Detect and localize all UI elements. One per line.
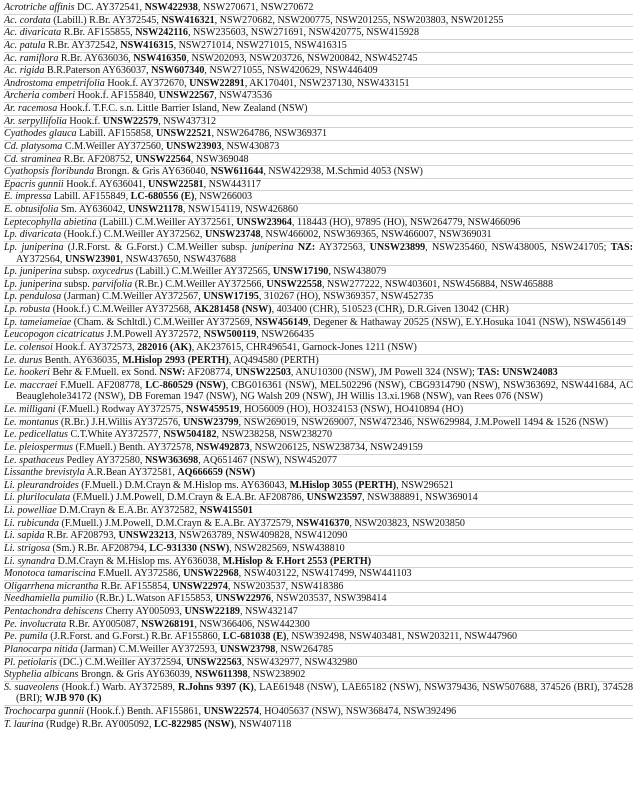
- text-run: C.T.White AY372577,: [67, 429, 164, 441]
- text-run: R.Br. AF155854,: [98, 580, 173, 592]
- table-row-planocarpa-nitida: [4, 644, 633, 657]
- text-run: (F.Muell.) Rodway AY372575,: [55, 404, 186, 415]
- table-row-ac-ramiflora: [4, 53, 633, 66]
- text-run: (F.Muell.) D.M.Crayn & M.Hislop ms. AY636043,: [78, 479, 290, 491]
- taxon-name: Planocarpa nitida: [4, 643, 78, 655]
- voucher-id: UNSW23899: [369, 241, 426, 253]
- text-run: , NSW271014, NSW271015, NSW416315: [173, 39, 347, 51]
- taxon-name: Lp. juniperina: [4, 266, 62, 278]
- text-run: (Hook.f.) C.M.Weiller AY372562,: [61, 229, 205, 241]
- text-run: AY372564,: [16, 253, 65, 265]
- text-run: , AQ651467 (NSW), NSW452077: [198, 454, 338, 466]
- table-row-ar-racemosa: [4, 103, 633, 116]
- taxon-name: Le. hookeri: [4, 367, 50, 379]
- table-row-acrotriche-affinis: [4, 2, 633, 15]
- text-run: C.M.Weiller AY372560,: [62, 140, 167, 152]
- table-row-cyathodes-glauca: [4, 128, 633, 141]
- text-run: Hook.f. AY372670,: [104, 77, 190, 89]
- voucher-id: UNSW23798: [219, 643, 276, 655]
- text-run: , NSW437650, NSW437688: [120, 253, 237, 265]
- taxon-name: Ac. rigida: [4, 65, 45, 77]
- text-run: D.M.Crayn & E.A.Br. AY372582,: [56, 505, 200, 516]
- taxon-name: Le. durus: [4, 354, 43, 366]
- voucher-id: TAS:: [610, 241, 633, 253]
- voucher-id: WJB 970 (K): [44, 693, 102, 705]
- taxon-name: juniperina: [251, 241, 294, 253]
- text-run: R.Br. AF208752,: [61, 153, 136, 165]
- voucher-id: UNSW22574: [203, 706, 260, 717]
- taxon-name: Li. pluriloculata: [4, 492, 71, 504]
- text-run: , NSW296521: [396, 479, 454, 491]
- voucher-id: NSW456149: [254, 316, 309, 328]
- table-row-lp-robusta: [4, 304, 633, 317]
- voucher-id: UNSW22564: [135, 153, 191, 165]
- voucher-id: NSW422938: [144, 2, 198, 13]
- text-run: Hook.f.: [66, 115, 103, 127]
- taxon-name: Ac. divaricata: [4, 27, 62, 39]
- text-run: AF208774,: [185, 367, 236, 379]
- table-row-li-sapida: [4, 530, 633, 543]
- table-row-cd-platysoma: [4, 141, 633, 154]
- text-run: (J.R.Forst. & G.Forst.) C.M.Weiller subsp.: [63, 241, 252, 253]
- taxon-name: Li. sapida: [4, 530, 45, 542]
- taxon-name: Androstoma empetrifolia: [4, 77, 105, 89]
- taxon-name: Monotoca tamariscina: [4, 568, 96, 580]
- taxon-name: E. obtusifolia: [4, 204, 59, 215]
- text-run: , ANU10300 (NSW), JM Powell 324 (NSW);: [290, 367, 478, 379]
- text-run: , NSW154119, NSW426860: [182, 204, 298, 215]
- voucher-id: NSW504182: [163, 429, 217, 441]
- voucher-id: NZ:: [297, 241, 316, 253]
- table-row-le-colensoi: [4, 342, 633, 355]
- taxon-name: Styphelia albicans: [4, 669, 79, 681]
- table-row-lp-pendulosa: [4, 291, 633, 304]
- table-row-le-pleiospermus: [4, 442, 633, 455]
- text-run: , NSW366406, NSW442300: [194, 618, 310, 630]
- voucher-id: NSW416370: [296, 517, 350, 529]
- text-run: , NSW282569, NSW438810: [229, 542, 345, 554]
- table-row-pe-pumila: [4, 631, 633, 644]
- voucher-id: AQ666659 (NSW): [177, 467, 256, 479]
- table-row-le-milligani: [4, 404, 633, 417]
- table-row-le-montanus: [4, 417, 633, 430]
- voucher-id: NSW459519: [185, 404, 240, 415]
- taxon-name: Lp. tameiameiae: [4, 316, 72, 328]
- text-run: , NSW466002, NSW369365, NSW466007, NSW369031: [260, 229, 492, 241]
- taxon-name: Li. synandra: [4, 555, 56, 567]
- taxon-name: Pl. petiolaris: [4, 656, 57, 668]
- text-run: , NSW438079: [328, 266, 387, 278]
- voucher-id: NSW492873: [196, 441, 250, 453]
- text-run: Hook.f. AF155840,: [75, 90, 159, 102]
- voucher-id: NSW500119: [203, 329, 257, 341]
- taxon-name: oxycedrus: [92, 266, 134, 278]
- text-run: Behr & F.Muell. ex Sond.: [49, 367, 160, 379]
- table-row-pl-petiolaris: [4, 657, 633, 670]
- voucher-id: UNSW22974: [172, 580, 228, 592]
- taxon-name: Ac. ramiflora: [4, 52, 59, 64]
- table-row-lp-juniperina-parvifolia: [4, 279, 633, 292]
- voucher-id: UNSW23213: [118, 530, 174, 542]
- table-row-leptecophylla-abietina: [4, 217, 633, 230]
- table-row-trochocarpa-gunnii: [4, 706, 633, 719]
- voucher-id: UNSW23799: [182, 416, 239, 428]
- voucher-id: NSW416350: [133, 52, 187, 64]
- table-row-cyathopsis-floribunda: [4, 166, 633, 179]
- text-run: , NSW432977, NSW432980: [241, 656, 358, 668]
- taxon-name: Ac. cordata: [4, 14, 51, 26]
- voucher-id: NSW416321: [161, 14, 215, 26]
- voucher-id: UNSW22968: [183, 568, 239, 580]
- table-row-styphelia-albicans: [4, 669, 633, 682]
- table-row-needhamiella-pumilio: [4, 593, 633, 606]
- voucher-id: M.Hislop & F.Hort 2553 (PERTH): [222, 555, 372, 567]
- text-run: , NSW388891, NSW369014: [362, 492, 478, 504]
- text-run: Cherry AY005093,: [102, 606, 185, 617]
- text-run: , NSW203537, NSW398414: [270, 593, 387, 605]
- text-run: , NSW202093, NSW203726, NSW200842, NSW452745: [186, 52, 418, 64]
- text-run: (Rudge) R.Br. AY005092,: [43, 718, 155, 730]
- voucher-id: UNSW22189: [184, 606, 240, 617]
- text-run: , NSW266435: [256, 329, 315, 341]
- taxon-name: Le. maccraei: [4, 379, 58, 391]
- taxon-name: Needhamiella pumilio: [4, 593, 94, 605]
- voucher-id: UNSW21178: [127, 204, 183, 215]
- text-run: , AQ494580 (PERTH): [228, 354, 319, 366]
- text-run: (F.Muell.) J.M.Powell, D.M.Crayn & E.A.Br. AF208786,: [70, 492, 307, 504]
- text-run: B.R.Paterson AY636037,: [44, 65, 152, 77]
- taxon-name: Li. powelliae: [4, 505, 57, 516]
- text-run: , NSW264786, NSW369371: [211, 128, 328, 140]
- voucher-id: UNSW22521: [155, 128, 212, 140]
- table-row-ac-cordata: [4, 15, 633, 28]
- text-run: , NSW270671, NSW270672: [197, 2, 314, 13]
- text-run: , NSW206125, NSW238734, NSW249159: [249, 441, 423, 453]
- table-row-e-impressa: [4, 191, 633, 204]
- table-row-ac-divaricata: [4, 27, 633, 40]
- text-run: , HO405637 (NSW), NSW368474, NSW392496: [259, 706, 457, 717]
- table-row-li-rubicunda: [4, 518, 633, 531]
- voucher-id: LC-822985 (NSW): [154, 718, 234, 730]
- taxon-name: Le. spathaceus: [4, 454, 64, 466]
- taxon-name: Epacris gunnii: [4, 178, 64, 190]
- voucher-id: R.Johns 9397 (K): [178, 681, 254, 693]
- text-run: (Labill.) R.Br. AY372545,: [50, 14, 162, 26]
- text-run: , AK170401, NSW237130, NSW433151: [244, 77, 410, 89]
- voucher-id: LC-931330 (NSW): [149, 542, 230, 554]
- voucher-id: NSW242116: [135, 27, 188, 39]
- voucher-id: UNSW23903: [166, 140, 222, 152]
- text-run: Benth. AY636035,: [42, 354, 123, 366]
- taxon-name: Li. rubicunda: [4, 517, 59, 529]
- voucher-id: NSW611644: [210, 166, 264, 178]
- taxon-name: Archeria comberi: [4, 90, 76, 102]
- text-run: F.Muell. AY372586,: [95, 568, 184, 580]
- text-run: Sm. AY636042,: [58, 204, 128, 215]
- table-row-epacris-gunnii: [4, 179, 633, 192]
- text-run: , 310267 (HO), NSW369357, NSW452735: [258, 291, 434, 303]
- voucher-id: NSW415501: [199, 505, 253, 516]
- table-row-androstoma-empetrifolia: [4, 78, 633, 91]
- table-row-cd-straminea: [4, 154, 633, 167]
- table-row-archeria-comberi: [4, 90, 633, 103]
- text-run: (F.Muell.) J.M.Powell, D.M.Crayn & E.A.Br. AY372579,: [58, 517, 297, 529]
- taxon-name: Le. colensoi: [4, 341, 53, 353]
- text-run: (Cham. & Schltdl.) C.M.Weiller AY372569,: [71, 316, 255, 328]
- voucher-id: UNSW23901: [64, 253, 121, 265]
- text-run: Hook.f. AY636041,: [63, 178, 149, 190]
- voucher-id: M.Hislop 2993 (PERTH): [122, 354, 229, 366]
- text-run: (Hook.f.) C.M.Weiller AY372568,: [50, 304, 194, 315]
- text-run: , NSW263789, NSW409828, NSW412090: [173, 530, 348, 542]
- taxon-name: Le. pedicellatus: [4, 429, 68, 441]
- voucher-id: UNSW22579: [102, 115, 159, 127]
- text-run: (Hook.f.) Warb. AY372589,: [58, 681, 179, 693]
- taxon-name: S. suaveolens: [4, 681, 59, 693]
- text-run: Labill. AF155858,: [76, 128, 156, 140]
- text-run: R.Br. AY005087,: [66, 618, 142, 630]
- taxon-name: Oligarrhena micrantha: [4, 580, 99, 592]
- text-run: , AK237615, CHR496541, Garnock-Jones 1211 (NSW): [191, 341, 417, 353]
- voucher-id: UNSW22563: [186, 656, 242, 668]
- taxon-name: Pe. involucrata: [4, 618, 67, 630]
- table-row-e-obtusifolia: [4, 204, 633, 217]
- voucher-id: UNSW17190: [272, 266, 329, 278]
- text-run: DC. AY372541,: [74, 2, 145, 13]
- taxon-name: parvifolia: [92, 278, 133, 290]
- text-run: , NSW238902: [247, 669, 306, 681]
- table-row-li-strigosa: [4, 543, 633, 556]
- taxon-name: Cd. straminea: [4, 153, 62, 165]
- voucher-id: UNSW22581: [148, 178, 204, 190]
- voucher-id: NSW363698: [144, 454, 199, 466]
- voucher-id: NSW416315: [120, 39, 174, 51]
- voucher-id: NSW611398: [194, 669, 248, 681]
- taxon-name: E. impressa: [4, 191, 52, 203]
- taxon-name: Cyathopsis floribunda: [4, 166, 95, 178]
- taxon-name: T. laurina: [4, 718, 44, 730]
- voucher-id: UNSW17195: [203, 291, 259, 303]
- text-run: Hook.f. AY372573,: [52, 341, 138, 353]
- taxon-name: Lp. divaricata: [4, 229, 62, 241]
- text-run: , CBG016361 (NSW), MEL502296 (NSW), CBG9314790 (NSW), NSW363692, NSW441684, AC Beauglehole34172 (NSW), DB Foreman 1947 (NSW), NG Walsh 209 (NSW), JH Willis 13.xi.1968 (NSW), van Rees 076 (NSW): [16, 379, 633, 403]
- table-row-lissanthe-brevistyla: [4, 467, 633, 480]
- text-run: , NSW271055, NSW420629, NSW446409: [204, 65, 378, 77]
- text-run: (R.Br.) C.M.Weiller AY372566,: [132, 278, 267, 290]
- taxon-name: Leptecophylla abietina: [4, 216, 97, 228]
- text-run: (R.Br.) L.Watson AF155853,: [93, 593, 216, 605]
- voucher-id: LC-860529 (NSW): [145, 379, 226, 391]
- text-run: , NSW235460, NSW438005, NSW241705;: [425, 241, 611, 253]
- text-run: (Labill.) C.M.Weiller AY372561,: [96, 216, 237, 228]
- text-run: , NSW369048: [190, 153, 249, 165]
- taxon-name: Le. montanus: [4, 416, 59, 428]
- taxon-name: Le. milligani: [4, 404, 56, 415]
- text-run: Brongn. & Gris AY636040,: [94, 166, 211, 178]
- text-run: , NSW403122, NSW417499, NSW441103: [238, 568, 412, 580]
- text-run: , Degener & Hathaway 20525 (NSW), E.Y.Hosuka 1041 (NSW), NSW456149: [308, 316, 626, 328]
- text-run: , NSW270682, NSW200775, NSW201255, NSW203803, NSW201255: [214, 14, 504, 26]
- text-run: , NSW432147: [239, 606, 298, 617]
- table-row-le-hookeri: [4, 367, 633, 380]
- taxon-name: Trochocarpa gunnii: [4, 706, 85, 717]
- taxon-name: Lp. juniperina: [4, 241, 64, 253]
- text-run: subsp.: [61, 278, 93, 290]
- table-row-le-maccraei: [4, 380, 633, 404]
- taxon-name: Lp. robusta: [4, 304, 51, 315]
- voucher-id: UNSW22503: [235, 367, 291, 379]
- table-row-lp-tameiameiae: [4, 317, 633, 330]
- voucher-id: TAS: UNSW24083: [477, 367, 558, 379]
- text-run: (Sm.) R.Br. AF208794,: [50, 542, 150, 554]
- text-run: Pedley AY372580,: [64, 454, 145, 466]
- taxon-name: Li. pleurandroides: [4, 479, 79, 491]
- text-run: A.R.Bean AY372581,: [84, 467, 178, 479]
- text-run: D.M.Crayn & M.Hislop ms. AY636038,: [55, 555, 223, 567]
- text-run: , 403400 (CHR), 510523 (CHR), D.R.Given 13042 (CHR): [271, 304, 509, 315]
- text-run: subsp.: [61, 266, 93, 278]
- voucher-id: UNSW23597: [306, 492, 363, 504]
- text-run: , NSW269019, NSW269007, NSW472346, NSW629984, J.M.Powell 1494 & 1526 (NSW): [238, 416, 609, 428]
- taxon-name: Lp. pendulosa: [4, 291, 62, 303]
- table-row-li-pluriloculata: [4, 492, 633, 505]
- voucher-id: NSW:: [159, 367, 186, 379]
- text-run: , NSW266003: [194, 191, 253, 203]
- table-row-leucopogon-cicatricatus: [4, 329, 633, 342]
- table-row-li-powelliae: [4, 505, 633, 518]
- text-run: Hook.f. T.F.C. s.n. Little Barrier Island, New Zealand (NSW): [57, 103, 308, 114]
- text-run: (DC.) C.M.Weiller AY372594,: [56, 656, 187, 668]
- voucher-id: NSW268191: [141, 618, 195, 630]
- text-run: , NSW203537, NSW418386: [227, 580, 344, 592]
- text-run: , NSW392498, NSW403481, NSW203211, NSW447960: [286, 631, 518, 643]
- table-row-pe-involucrata: [4, 619, 633, 632]
- taxon-name: Cyathodes glauca: [4, 128, 77, 140]
- text-run: J.M.Powell AY372572,: [104, 329, 204, 341]
- table-row-le-pedicellatus: [4, 429, 633, 442]
- taxon-name: Acrotriche affinis: [4, 2, 75, 13]
- voucher-id: LC-681038 (E): [222, 631, 287, 643]
- taxon-name: Li. strigosa: [4, 542, 50, 554]
- voucher-id: UNSW22558: [266, 278, 322, 290]
- text-run: , HO56009 (HO), HO324153 (NSW), HO410894 (HO): [239, 404, 464, 415]
- voucher-id: NSW607340: [151, 65, 205, 77]
- voucher-id: UNSW22891: [189, 77, 245, 89]
- table-row-ac-rigida: [4, 65, 633, 78]
- text-run: R.Br. AY372542,: [45, 39, 121, 51]
- taxon-name: Ar. serpyllifolia: [4, 115, 67, 127]
- table-row-li-synandra: [4, 556, 633, 569]
- voucher-id: M.Hislop 3055 (PERTH): [289, 479, 397, 491]
- text-run: AY372563,: [315, 241, 370, 253]
- table-row-lp-juniperina-oxycedrus: [4, 266, 633, 279]
- text-run: (Labill.) C.M.Weiller AY372565,: [133, 266, 273, 278]
- voucher-id: AK281458 (NSW): [193, 304, 272, 315]
- table-row-ac-patula: [4, 40, 633, 53]
- taxon-name: Le. pleiospermus: [4, 441, 73, 453]
- text-run: (J.R.Forst. and G.Forst.) R.Br. AF155860,: [47, 631, 223, 643]
- taxon-name: Leucopogon cicatricatus: [4, 329, 105, 341]
- taxon-name: Ac. patula: [4, 39, 46, 51]
- text-run: , NSW235603, NSW271691, NSW420775, NSW415928: [187, 27, 420, 39]
- text-run: , NSW203823, NSW203850: [349, 517, 465, 529]
- text-run: (Hook.f.) Benth. AF155861,: [84, 706, 204, 717]
- voucher-id: UNSW22567: [158, 90, 215, 102]
- text-run: R.Br. AY636036,: [58, 52, 134, 64]
- table-row-oligarrhena-micrantha: [4, 581, 633, 594]
- text-run: , NSW422938, M.Schmid 4053 (NSW): [263, 166, 423, 178]
- text-run: R.Br. AF155855,: [61, 27, 136, 39]
- text-run: Labill. AF155849,: [51, 191, 131, 203]
- voucher-id: UNSW22976: [215, 593, 271, 605]
- text-run: R.Br. AF208793,: [44, 530, 119, 542]
- text-run: , NSW407118: [233, 718, 292, 730]
- text-run: F.Muell. AF208778,: [57, 379, 146, 391]
- table-row-ar-serpyllifolia: [4, 116, 633, 129]
- table-row-t-laurina: [4, 719, 633, 731]
- voucher-id: UNSW23964: [236, 216, 292, 228]
- text-run: (Jarman) C.M.Weiller AY372593,: [77, 643, 220, 655]
- taxon-name: Pentachondra dehiscens: [4, 606, 103, 617]
- text-run: , NSW473536: [214, 90, 272, 102]
- text-run: , NSW277222, NSW403601, NSW456884, NSW465888: [321, 278, 553, 290]
- table-row-le-durus: [4, 355, 633, 368]
- text-run: (F.Muell.) Benth. AY372578,: [72, 441, 197, 453]
- text-run: , NSW430873: [221, 140, 280, 152]
- text-run: (R.Br.) J.H.Willis AY372576,: [58, 416, 183, 428]
- taxon-name: Ar. racemosa: [4, 103, 58, 114]
- text-run: , NSW443117: [203, 178, 261, 190]
- table-row-pentachondra-dehiscens: [4, 606, 633, 619]
- voucher-id: 282016 (AK): [137, 341, 192, 353]
- text-run: , LAE61948 (NSW), LAE65182 (NSW), NSW379436, NSW507688, 374526 (BRI), 374528 (BRI);: [16, 681, 633, 705]
- voucher-id: UNSW23748: [204, 229, 261, 241]
- text-run: , NSW238258, NSW238270: [216, 429, 333, 441]
- taxon-name: Pe. pumila: [4, 631, 48, 643]
- text-run: , NSW264785: [275, 643, 334, 655]
- table-row-li-pleurandroides: [4, 480, 633, 493]
- text-run: (Jarman) C.M.Weiller AY372567,: [61, 291, 204, 303]
- table-row-le-spathaceus: [4, 455, 633, 468]
- taxon-name: Lp. juniperina: [4, 278, 62, 290]
- table-row-monotoca-tamariscina: [4, 568, 633, 581]
- text-run: , 118443 (HO), 97895 (HO), NSW264779, NSW466096: [291, 216, 521, 228]
- table-row-lp-juniperina: [4, 242, 633, 266]
- text-run: Brongn. & Gris AY636039,: [78, 669, 195, 681]
- text-run: , NSW437312: [158, 115, 216, 127]
- table-row-s-suaveolens: [4, 682, 633, 706]
- taxon-name: Lissanthe brevistyla: [4, 467, 85, 479]
- table-row-lp-divaricata: [4, 229, 633, 242]
- voucher-id: LC-680556 (E): [130, 191, 195, 203]
- taxon-name: Cd. platysoma: [4, 140, 63, 152]
